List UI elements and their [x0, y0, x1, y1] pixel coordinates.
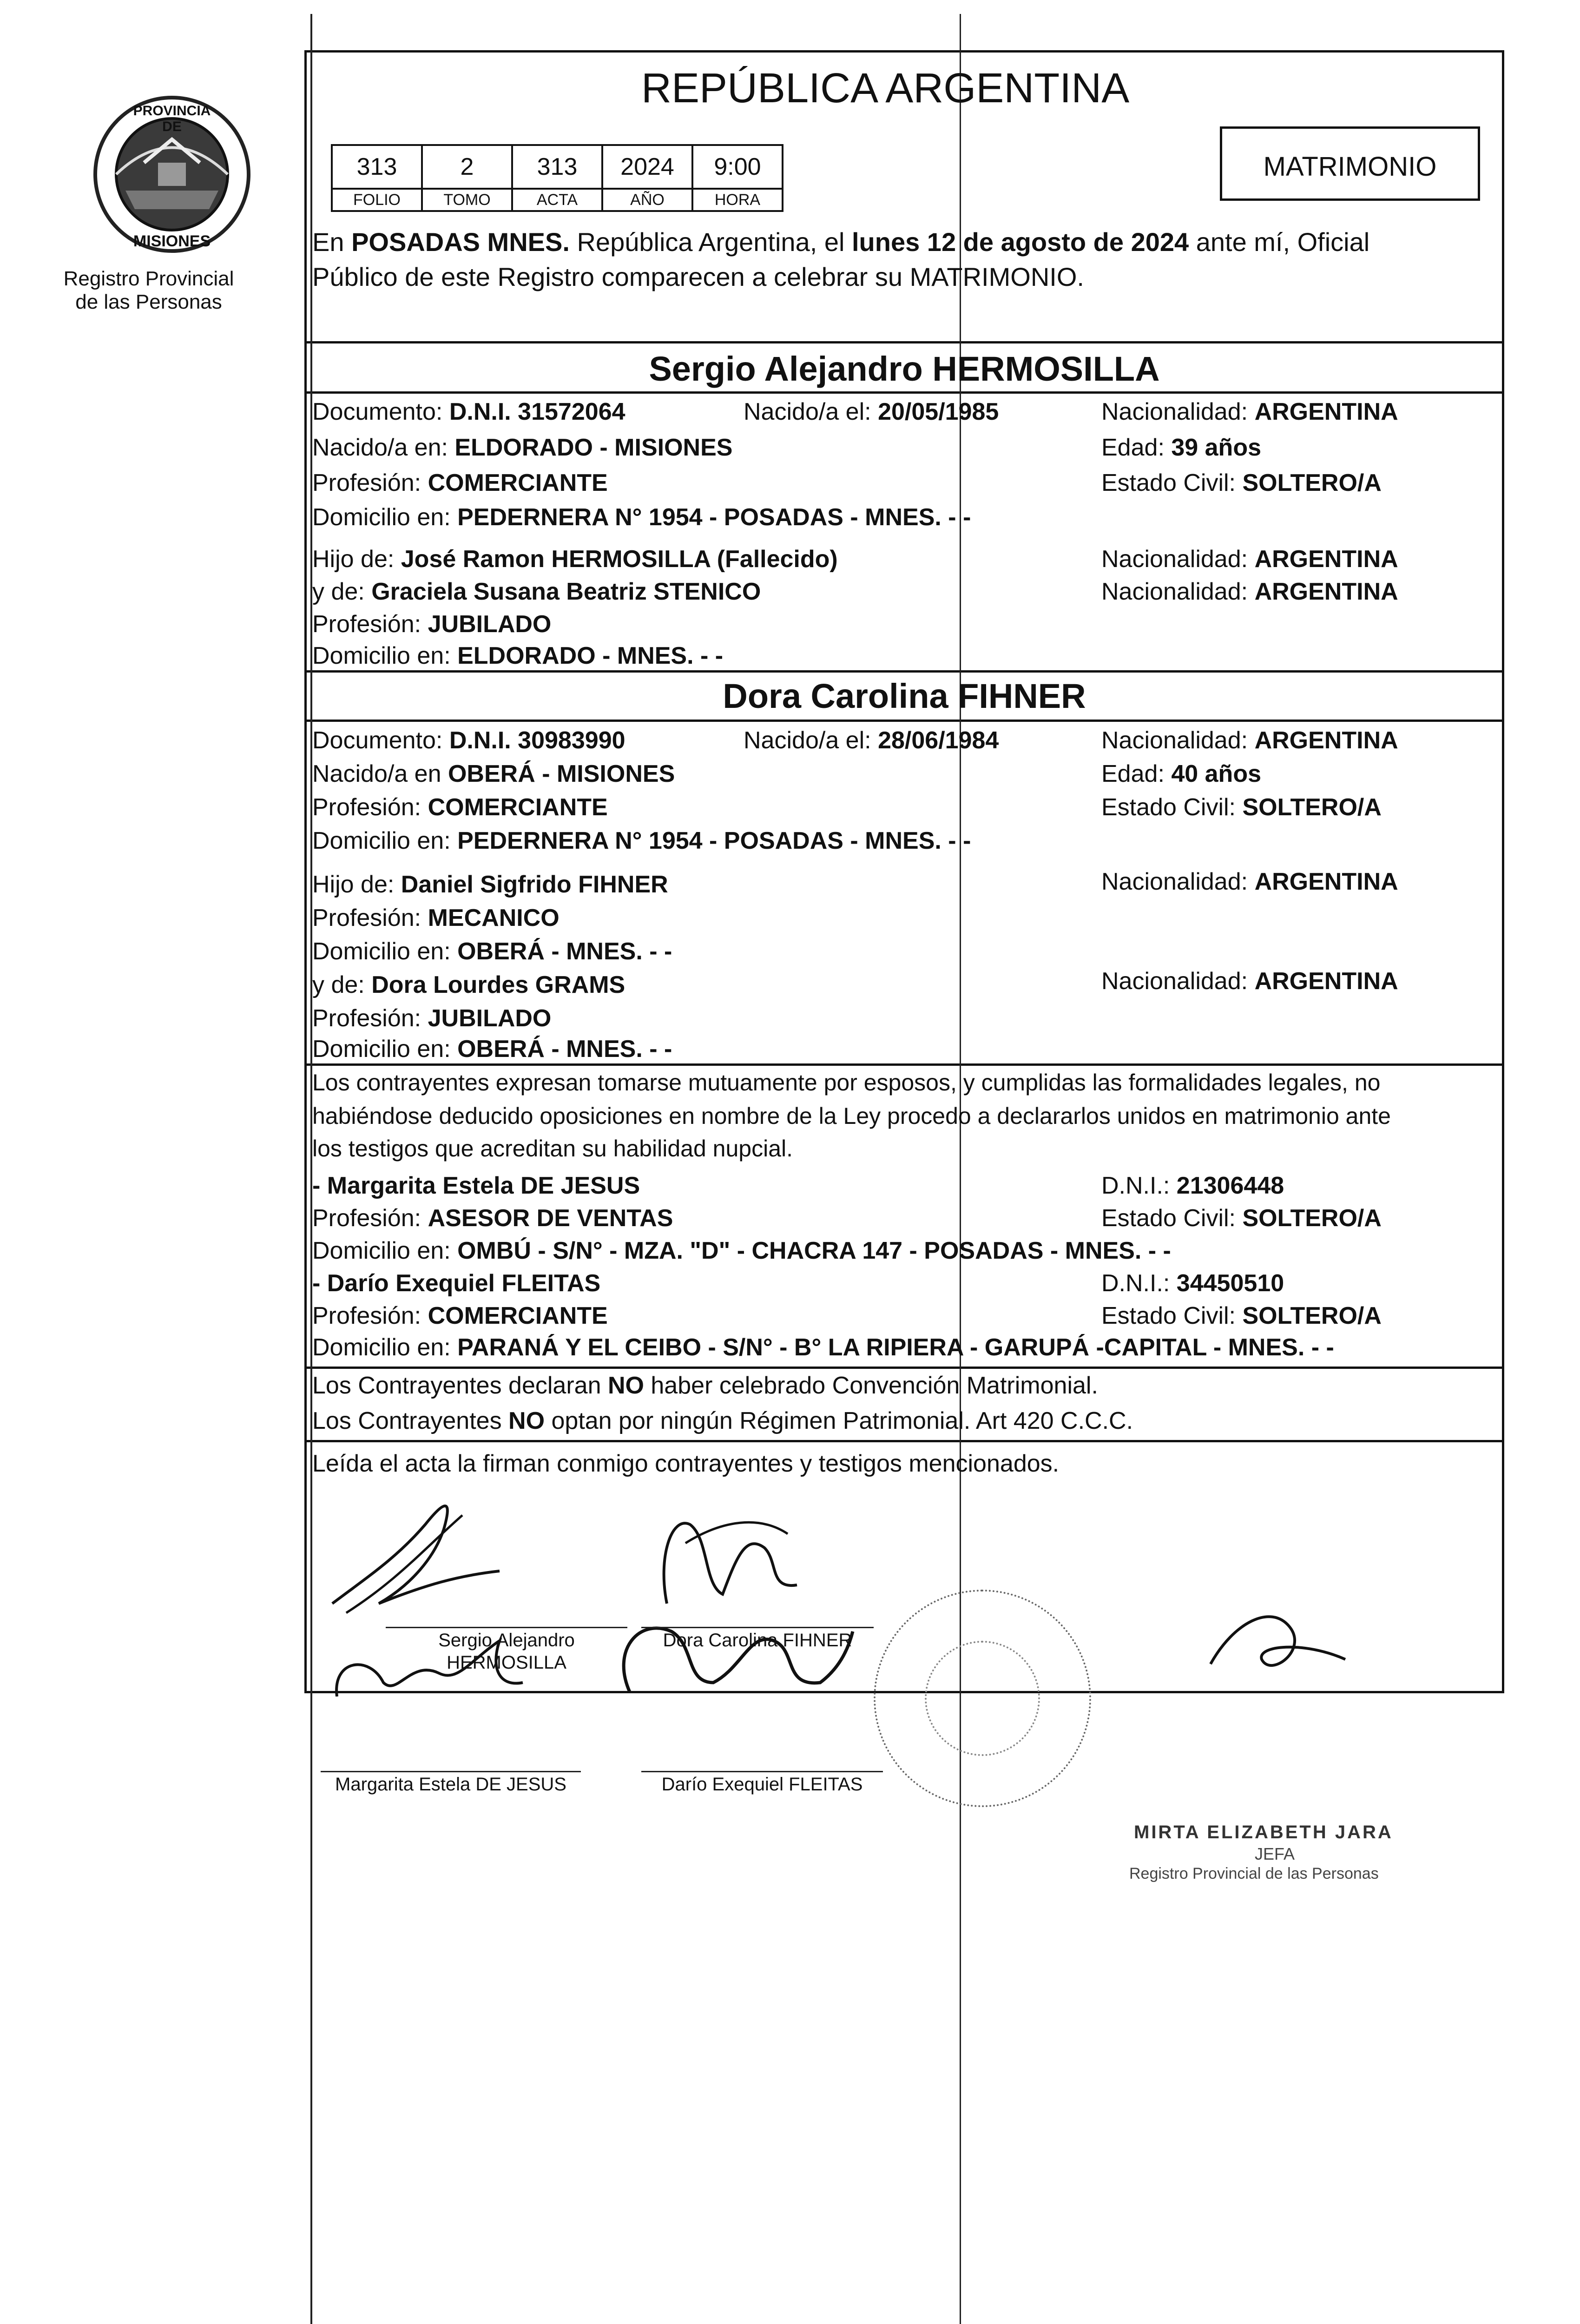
folio-value: 313 — [332, 145, 422, 189]
c2-dom-row: Domicilio en: PEDERNERA N° 1954 - POSADAS - MNES. - - — [312, 827, 971, 854]
c2-mother-dom: OBERÁ - MNES. - - — [457, 1036, 672, 1063]
act-type-box — [1220, 126, 1480, 201]
signature-dora-icon — [664, 1523, 797, 1604]
official-name: MIRTA ELIZABETH JARA — [1134, 1822, 1393, 1842]
c1-parents-prof: JUBILADO — [428, 611, 552, 638]
c1-age-row: Edad: 39 años — [1101, 434, 1261, 461]
intro-line1 — [312, 228, 1369, 257]
declaration-line2: habiéndose deducido oposiciones en nombre de la Ley procedo a declararlos unidos en matrimonio ante — [312, 1103, 1391, 1129]
sig-sergio-line2: HERMOSILLA — [447, 1652, 566, 1673]
signature-official-icon — [1211, 1617, 1345, 1665]
c1-civil: SOLTERO/A — [1242, 469, 1382, 496]
tomo-label: TOMO — [422, 189, 512, 211]
c2-age-row: Edad: 40 años — [1101, 760, 1261, 787]
c1-mother-nat: ARGENTINA — [1254, 578, 1398, 605]
hora-value: 9:00 — [692, 145, 783, 189]
divider-name2 — [304, 720, 1504, 722]
intro-date: lunes 12 de agosto de 2024 — [851, 227, 1189, 257]
official-seal-inner — [925, 1641, 1040, 1756]
signature-sergio-icon — [332, 1506, 500, 1604]
c1-born: 20/05/1985 — [878, 398, 999, 425]
signature-line-dario — [641, 1771, 883, 1772]
c1-born-row: Nacido/a el: 20/05/1985 — [744, 398, 999, 425]
c1-nat: ARGENTINA — [1254, 398, 1398, 425]
c2-mother-prof-row: Profesión: JUBILADO — [312, 1005, 552, 1032]
c2-mother-row: y de: Dora Lourdes GRAMS — [312, 971, 625, 998]
c1-parents-prof-row: Profesión: JUBILADO — [312, 611, 552, 638]
w2-prof-row: Profesión: COMERCIANTE — [312, 1302, 608, 1329]
logo-caption-line1: Registro Provincial — [63, 267, 234, 290]
c1-father-row: Hijo de: José Ramon HERMOSILLA (Fallecido) — [312, 546, 838, 573]
intro-city: POSADAS MNES. — [351, 227, 570, 257]
c2-father-row: Hijo de: Daniel Sigfrido FIHNER — [312, 871, 668, 898]
c1-birthplace-row: Nacido/a en: ELDORADO - MISIONES — [312, 434, 733, 461]
sig-dora: Dora Carolina FIHNER — [663, 1630, 852, 1651]
c1-father-nat-row: Nacionalidad: ARGENTINA — [1101, 546, 1398, 573]
logo-caption-line2: de las Personas — [75, 290, 222, 313]
w2-dni-row: D.N.I.: 34450510 — [1101, 1270, 1284, 1297]
c1-parents-dom: ELDORADO - MNES. - - — [457, 642, 724, 669]
w2-dom-row: Domicilio en: PARANÁ Y EL CEIBO - S/N° - B° LA RIPIERA - GARUPÁ -CAPITAL - MNES. - - — [312, 1334, 1334, 1361]
declaration-line3: los testigos que acreditan su habilidad nupcial. — [312, 1136, 793, 1162]
divider-convention — [304, 1367, 1504, 1369]
c2-mother: Dora Lourdes GRAMS — [371, 971, 625, 998]
c2-civil: SOLTERO/A — [1242, 794, 1382, 821]
w2-prof: COMERCIANTE — [428, 1302, 608, 1329]
c1-doc-row: Documento: D.N.I. 31572064 — [312, 398, 625, 425]
c1-civil-row: Estado Civil: SOLTERO/A — [1101, 469, 1382, 496]
c1-mother: Graciela Susana Beatriz STENICO — [371, 578, 761, 605]
tomo-value: 2 — [422, 145, 512, 189]
folio-label: FOLIO — [332, 189, 422, 211]
w2-civil-row: Estado Civil: SOLTERO/A — [1101, 1302, 1382, 1329]
c2-mother-dom-row: Domicilio en: OBERÁ - MNES. - - — [312, 1036, 672, 1063]
w1-dom: OMBÚ - S/N° - MZA. "D" - CHACRA 147 - POSADAS - MNES. - - — [457, 1237, 1171, 1264]
ano-label: AÑO — [602, 189, 692, 211]
divider-closing — [304, 1440, 1504, 1442]
c1-father-nat: ARGENTINA — [1254, 546, 1398, 573]
sig-dario: Darío Exequiel FLEITAS — [661, 1774, 863, 1795]
intro-p1: En — [312, 227, 352, 257]
c2-age: 40 años — [1171, 760, 1261, 787]
w1-prof: ASESOR DE VENTAS — [428, 1205, 673, 1232]
c2-nat-row: Nacionalidad: ARGENTINA — [1101, 727, 1398, 754]
c1-father: José Ramon HERMOSILLA (Fallecido) — [401, 546, 838, 573]
c2-father-dom-row: Domicilio en: OBERÁ - MNES. - - — [312, 938, 672, 965]
c1-parents-dom-row: Domicilio en: ELDORADO - MNES. - - — [312, 642, 724, 669]
c1-dom: PEDERNERA N° 1954 - POSADAS - MNES. - - — [457, 504, 971, 531]
divider-declaration — [304, 1063, 1504, 1066]
c1-nat-row: Nacionalidad: ARGENTINA — [1101, 398, 1398, 425]
c1-age: 39 años — [1171, 434, 1261, 461]
c2-father-prof: MECANICO — [428, 905, 560, 931]
convention-line2: Los Contrayentes NO optan por ningún Régimen Patrimonial. Art 420 C.C.C. — [312, 1407, 1133, 1434]
logo-arc-top: PROVINCIA DE — [133, 103, 211, 134]
w1-prof-row: Profesión: ASESOR DE VENTAS — [312, 1205, 673, 1232]
divider-person2 — [304, 670, 1504, 673]
act-type-label: MATRIMONIO — [1263, 152, 1437, 182]
w1-civil-row: Estado Civil: SOLTERO/A — [1101, 1205, 1382, 1232]
c2-father-nat-row: Nacionalidad: ARGENTINA — [1101, 868, 1398, 895]
ano-value: 2024 — [602, 145, 692, 189]
document-title: REPÚBLICA ARGENTINA — [641, 65, 1130, 112]
c2-mother-nat: ARGENTINA — [1254, 968, 1398, 995]
c1-mother-row: y de: Graciela Susana Beatriz STENICO — [312, 578, 761, 605]
intro-line2: Público de este Registro comparecen a celebrar su MATRIMONIO. — [312, 262, 1084, 291]
c1-dom-row: Domicilio en: PEDERNERA N° 1954 - POSADAS - MNES. - - — [312, 504, 971, 531]
w2-dom: PARANÁ Y EL CEIBO - S/N° - B° LA RIPIERA - GARUPÁ -CAPITAL - MNES. - - — [457, 1334, 1334, 1361]
c2-doc: D.N.I. 30983990 — [449, 727, 625, 754]
c2-nat: ARGENTINA — [1254, 727, 1398, 754]
w1-civil: SOLTERO/A — [1242, 1205, 1382, 1232]
c2-father: Daniel Sigfrido FIHNER — [401, 871, 668, 898]
official-title: JEFA — [1255, 1844, 1295, 1863]
c2-prof: COMERCIANTE — [428, 794, 608, 821]
witness1-name: - Margarita Estela DE JESUS — [312, 1172, 640, 1199]
logo-arc-bottom: MISIONES — [133, 232, 211, 250]
intro-p2: República Argentina, el — [569, 227, 852, 257]
c2-father-prof-row: Profesión: MECANICO — [312, 905, 560, 931]
c1-mother-nat-row: Nacionalidad: ARGENTINA — [1101, 578, 1398, 605]
w2-civil: SOLTERO/A — [1242, 1302, 1382, 1329]
c2-father-nat: ARGENTINA — [1254, 868, 1398, 895]
convention-line1: Los Contrayentes declaran NO haber celebrado Convención Matrimonial. — [312, 1372, 1098, 1399]
contrayente1-name: Sergio Alejandro HERMOSILLA — [649, 350, 1160, 388]
c2-doc-row: Documento: D.N.I. 30983990 — [312, 727, 625, 754]
c2-civil-row: Estado Civil: SOLTERO/A — [1101, 794, 1382, 821]
signature-line-dora — [641, 1627, 874, 1628]
c2-born: 28/06/1984 — [878, 727, 999, 754]
c2-dom: PEDERNERA N° 1954 - POSADAS - MNES. - - — [457, 827, 971, 854]
w1-dni-row: D.N.I.: 21306448 — [1101, 1172, 1284, 1199]
official-office: Registro Provincial de las Personas — [1129, 1865, 1379, 1882]
signature-line-margarita — [321, 1771, 581, 1772]
c2-mother-nat-row: Nacionalidad: ARGENTINA — [1101, 968, 1398, 995]
c2-prof-row: Profesión: COMERCIANTE — [312, 794, 608, 821]
sig-sergio-line1: Sergio Alejandro — [438, 1630, 575, 1651]
c2-birthplace-row: Nacido/a en OBERÁ - MISIONES — [312, 760, 675, 787]
register-table — [331, 144, 783, 212]
w2-dni: 34450510 — [1176, 1270, 1284, 1297]
sig-margarita: Margarita Estela DE JESUS — [335, 1774, 566, 1795]
hora-label: HORA — [692, 189, 783, 211]
closing-text: Leída el acta la firman conmigo contrayentes y testigos mencionados. — [312, 1450, 1060, 1477]
c1-doc: D.N.I. 31572064 — [449, 398, 625, 425]
c2-born-row: Nacido/a el: 28/06/1984 — [744, 727, 999, 754]
registry-logo — [88, 93, 256, 265]
c1-prof: COMERCIANTE — [428, 469, 608, 496]
intro-p3: ante mí, Oficial — [1189, 227, 1370, 257]
contrayente2-name: Dora Carolina FIHNER — [723, 677, 1086, 715]
acta-value: 313 — [512, 145, 602, 189]
declaration-line1: Los contrayentes expresan tomarse mutuamente por esposos, y cumplidas las formalidades legales, no — [312, 1070, 1381, 1096]
signature-line-sergio — [386, 1627, 627, 1628]
c1-birthplace: ELDORADO - MISIONES — [454, 434, 733, 461]
c1-prof-row: Profesión: COMERCIANTE — [312, 469, 608, 496]
divider-intro — [304, 341, 1504, 343]
divider-name1 — [304, 391, 1504, 394]
acta-label: ACTA — [512, 189, 602, 211]
c2-father-dom: OBERÁ - MNES. - - — [457, 938, 672, 965]
c2-birthplace: OBERÁ - MISIONES — [448, 760, 675, 787]
c2-mother-prof: JUBILADO — [428, 1005, 552, 1032]
w1-dom-row: Domicilio en: OMBÚ - S/N° - MZA. "D" - CHACRA 147 - POSADAS - MNES. - - — [312, 1237, 1171, 1264]
witness2-name: - Darío Exequiel FLEITAS — [312, 1270, 601, 1297]
w1-dni: 21306448 — [1176, 1172, 1284, 1199]
